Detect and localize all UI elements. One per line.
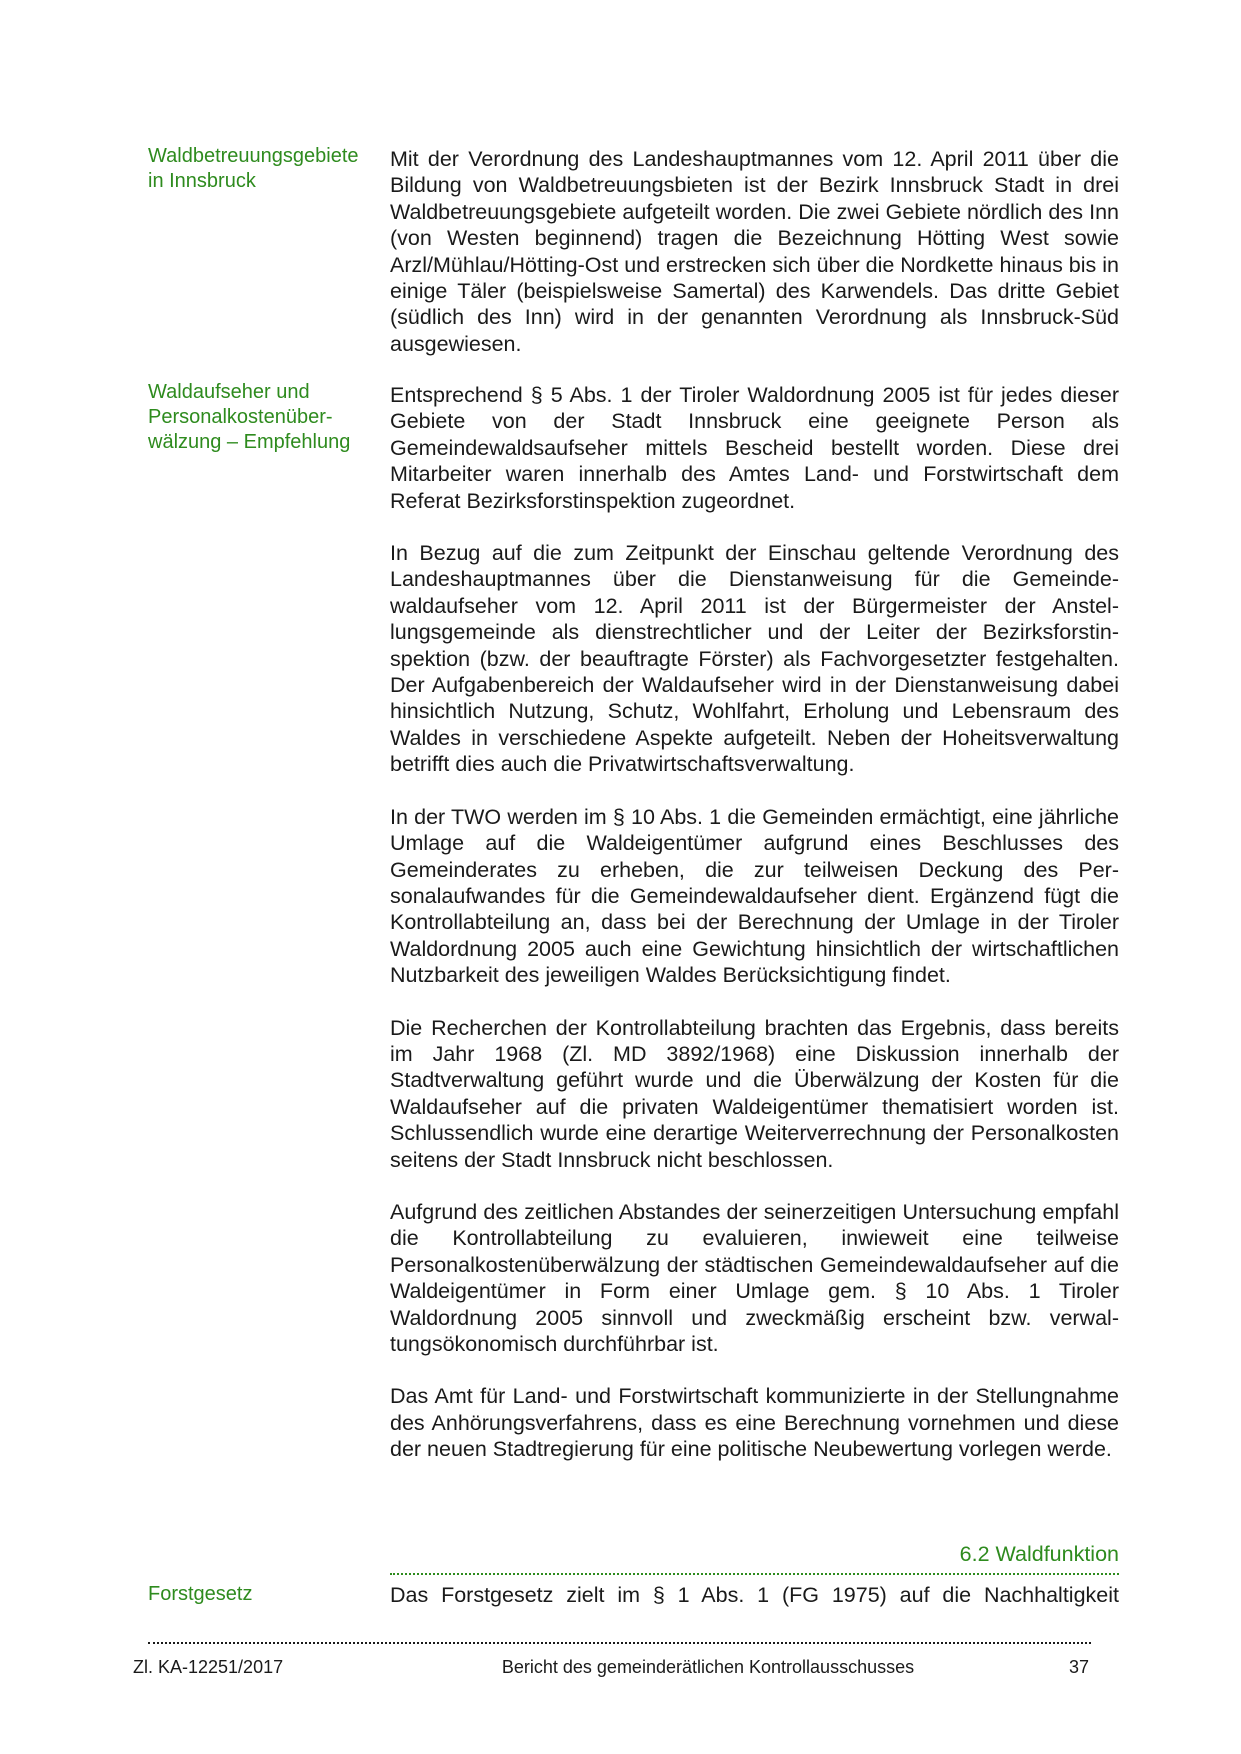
margin-note-forstgesetz [148, 1582, 373, 1607]
body-text-column-2 [390, 382, 1119, 1463]
margin-note-line: Forstgesetz [148, 1583, 253, 1605]
margin-note-line: Waldaufseher und [148, 381, 310, 403]
paragraph-recherchen: Die Recherchen der Kontrollabteilung brachten das Ergebnis, dass bereits im Jahr 1968 (Zl. MD 3892/1968) eine Diskussion innerhalb der Stadtverwaltung geführt wurde und die Überwälzung der Kosten für die Waldaufseher auf die privaten Waldeigentümer thematisiert worden ist. Schlussendlich wurde eine derartige Weiterverrechnung der Personalkosten seitens der Stadt Innsbruck nicht beschlossen. [390, 1015, 1119, 1172]
footer-title: Bericht des gemeinderätlichen Kontrollausschusses [501, 1657, 915, 1677]
paragraph-umlage: In der TWO werden im § 10 Abs. 1 die Gemeinden ermächtigt, eine jährliche Umlage auf die Waldeigentümer aufgrund eines Beschlusses des Gemeinderates zu erheben, die zur teilweisen Deckung des Personalaufwandes für die Gemeindewaldaufseher dient. Ergänzend fügt die Kontrollabteilung an, dass bei der Berechnung der Umlage in der Tiroler Waldordnung 2005 auch eine Gewichtung hinsichtlich der wirtschaftlichen Nutzbarkeit des jeweiligen Waldes Berücksichtigung findet. [390, 804, 1119, 988]
margin-note-line: in Innsbruck [148, 170, 256, 192]
paragraph-stellungnahme: Das Amt für Land- und Forstwirtschaft kommunizierte in der Stellungnahme des Anhörungsverfahrens, dass es eine Berechnung vornehmen und diese der neuen Stadtregierung für eine politische Neubewertung vorlegen werde. [390, 1384, 1119, 1462]
body-text-column [390, 146, 1119, 357]
paragraph-waldbetreuungsgebiete: Mit der Verordnung des Landeshauptmannes vom 12. April 2011 über die Bildung von Waldbetreuungsbieten ist der Bezirk Innsbruck Stadt in drei Waldbetreuungsgebiete aufgeteilt worden. Die zwei Gebiete nördlich des Inn (von Westen beginnend) tragen die Bezeichnung Hötting West sowie Arzl/Mühlau/Hötting-Ost und erstrecken sich über die Nordkette hinaus bis in einige Täler (beispielsweise Samertal) des Karwendels. Das dritte Gebiet (südlich des Inn) wird in der genannten Verordnung als Innsbruck-Süd ausgewiesen. [390, 147, 1119, 356]
margin-note-line: Waldbetreuungsgebiete [148, 145, 359, 167]
paragraph-dienstanweisung: In Bezug auf die zum Zeitpunkt der Einschau geltende Verordnung des Landeshauptmannes über die Dienstanweisung für die Gemeindewaldaufseher vom 12. April 2011 ist der Bürgermeister der Anstellungsgemeinde als dienstrechtlicher und der Leiter der Bezirksforstinspektion (bzw. der beauftragte Förster) als Fachvorgesetzter festgehalten. Der Aufgabenbereich der Waldaufseher wird in der Dienstanweisung dabei hinsichtlich Nutzung, Schutz, Wohlfahrt, Erholung und Lebensraum des Waldes in verschiedene Aspekte aufgeteilt. Neben der Hoheitsverwaltung betrifft dies auch die Privatwirtschaftsverwaltung. [390, 541, 1119, 777]
paragraph-empfehlung: Aufgrund des zeitlichen Abstandes der seinerzeitigen Untersuchung empfahl die Kontrollabteilung zu evaluieren, inwieweit eine teilweise Personalkostenüberwälzung der städtischen Gemeindewaldaufseher auf die Waldeigentümer in Form einer Umlage gem. § 10 Abs. 1 Tiroler Waldordnung 2005 sinnvoll und zweckmäßig erscheint bzw. verwaltungsökonomisch durchführbar ist. [390, 1199, 1119, 1356]
margin-note-waldaufseher [148, 380, 373, 455]
margin-note-line: wälzung – Empfehlung [148, 431, 351, 453]
paragraph-forstgesetz: Das Forstgesetz zielt im § 1 Abs. 1 (FG 1975) auf die Nachhaltigkeit [390, 1583, 1119, 1607]
margin-note-waldbetreuungsgebiete [148, 144, 373, 194]
footer-divider [148, 1642, 1091, 1644]
footer-reference: Zl. KA-12251/2017 [133, 1657, 284, 1677]
page-footer [133, 1656, 1091, 1678]
paragraph-waldordnung: Entsprechend § 5 Abs. 1 der Tiroler Waldordnung 2005 ist für jedes dieser Gebiete von der Stadt Innsbruck eine geeignete Person als Gemeindewaldsaufseher mittels Bescheid bestellt worden. Diese drei Mitarbeiter waren innerhalb des Amtes Land- und Forstwirtschaft dem Referat Bezirksforstinspektion zugeordnet. [390, 383, 1119, 513]
section-heading: 6.2 Waldfunktion [390, 1541, 1119, 1575]
page-number: 37 [1068, 1657, 1089, 1677]
margin-note-line: Personalkostenüber- [148, 406, 333, 428]
